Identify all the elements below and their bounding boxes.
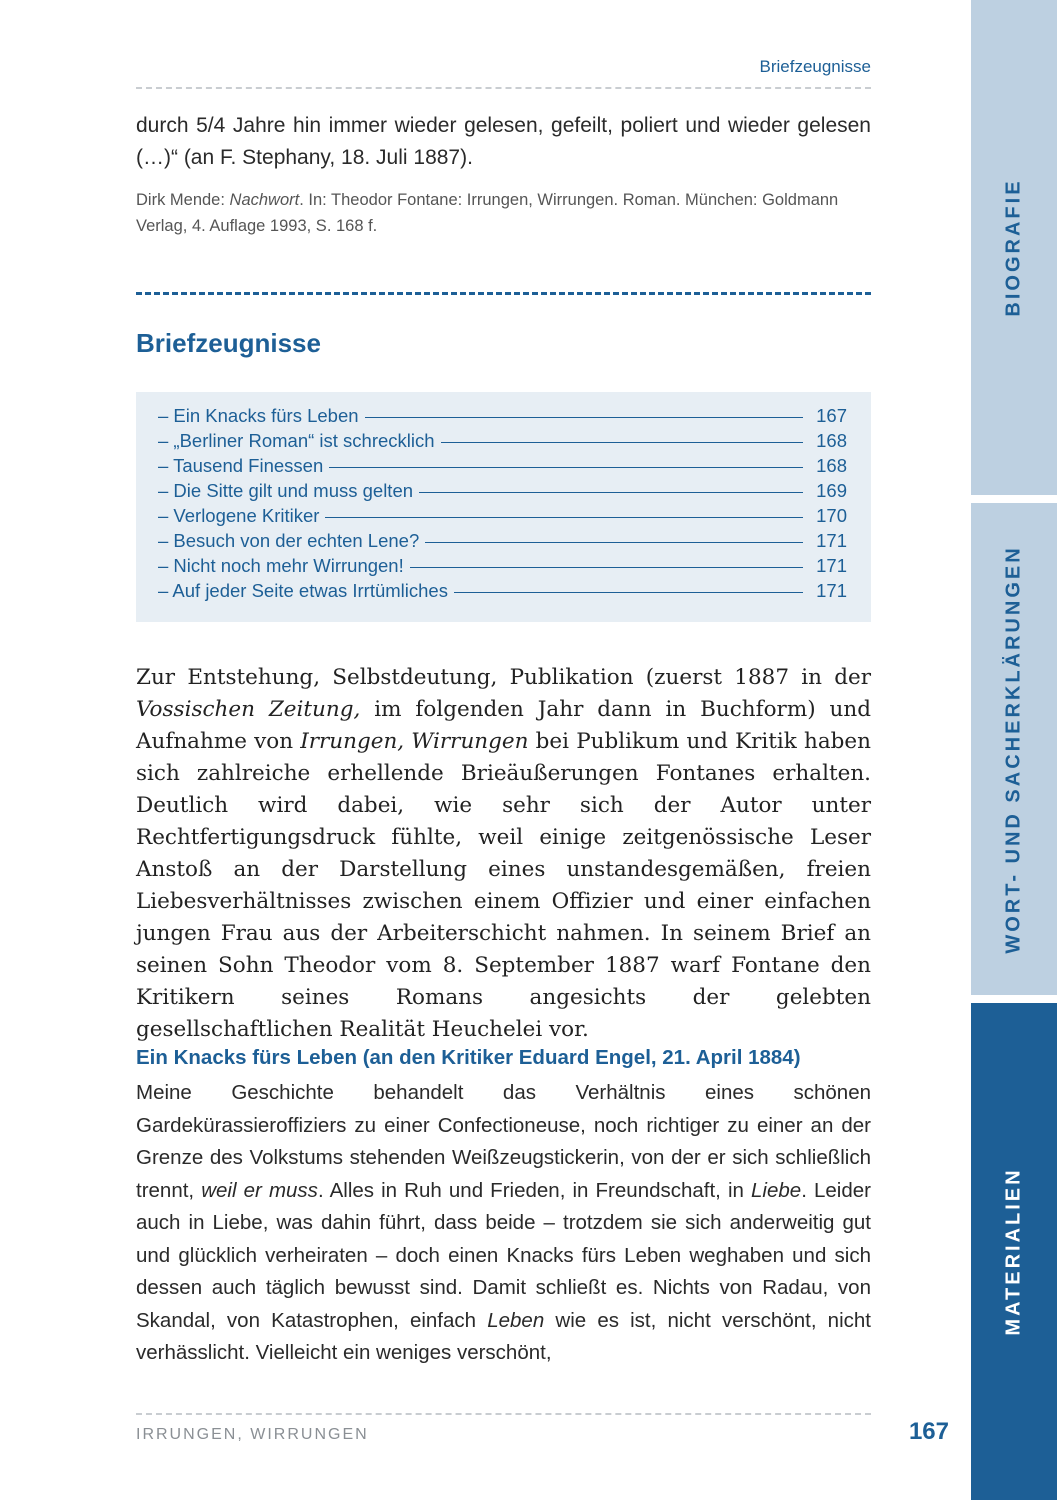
intro-text: Zur Entstehung, Selbstdeutung, Publikation (zuerst 1887 in der (136, 665, 871, 690)
letter-heading: Ein Knacks fürs Leben (an den Kritiker Eduard Engel, 21. April 1884) (136, 1046, 801, 1069)
running-header: Briefzeugnisse (759, 57, 871, 76)
toc-leader (425, 542, 803, 543)
toc-leader (365, 417, 803, 418)
toc-page-number: 171 (816, 555, 847, 576)
tab-biografie[interactable] (971, 0, 1057, 495)
toc-entry[interactable] (158, 430, 847, 455)
toc-entry[interactable] (158, 480, 847, 505)
letter-run: . Leider auch in Liebe, was dahin führt, dass beide – trotzdem sie sich anderweitig gut und glücklich verheiraten – doch einen Knacks fürs Leben weghaben und sich dessen auch täglich bewusst sind. Damit schließt es. Nichts von Radau, von Skandal, von Katastrophen, einfach (136, 1178, 871, 1332)
toc-label: – Tausend Finessen (158, 455, 324, 476)
toc-entry[interactable] (158, 530, 847, 555)
footer-book-title: IRRUNGEN, WIRRUNGEN (136, 1426, 369, 1443)
toc-page-number: 168 (816, 430, 847, 451)
tab-wort-und-sacherklaerungen[interactable] (971, 503, 1057, 995)
table-of-contents (136, 392, 871, 622)
tab-label: BIOGRAFIE (1002, 178, 1025, 317)
letter-run: wie es ist, nicht verschönt, nicht verhässlicht. Vielleicht ein weniges verschönt, (136, 1308, 871, 1364)
toc-label: – Nicht noch mehr Wirrungen! (158, 555, 404, 576)
letter-emphasis: weil er muss (201, 1178, 318, 1202)
toc-page-number: 170 (816, 505, 847, 526)
toc-label: – „Berliner Roman“ ist schrecklich (158, 430, 435, 451)
toc-label: – Auf jeder Seite etwas Irrtümliches (158, 580, 448, 601)
toc-entry[interactable] (158, 455, 847, 480)
toc-leader (454, 592, 803, 593)
quote-text: durch 5/4 Jahre hin immer wieder gelesen, gefeilt, poliert und wieder gelesen (…)“ (an F. Stephany, 18. Juli 1887). (136, 114, 871, 169)
letter-emphasis: Leben (487, 1308, 545, 1332)
toc-label: – Die Sitte gilt und muss gelten (158, 480, 414, 501)
toc-leader (419, 492, 803, 493)
intro-text: bei Publikum und Kritik haben sich zahlreiche erhellende Brieäußerungen Fontanes erhalten. Deutlich wird dabei, wie sehr sich der Autor unter Rechtfertigungsdruck fühlte, weil einige zeitgenössische Leser Anstoß an der Darstellung eines unstandesgemäßen, freien Liebesverhältnisses zwischen einem Offizier und einer einfachen jungen Frau aus der Arbeiterschicht nahmen. In seinem Brief an seinen Sohn Theodor vom 8. September 1887 warf Fontane den Kritikern seines Romans angesichts der gelebten gesellschaftlichen Realität Heuchelei vor. (136, 729, 872, 1042)
intro-emphasis: Vossischen Zeitung, (136, 697, 361, 722)
letter-emphasis: Liebe (751, 1178, 802, 1202)
toc-entry[interactable] (158, 505, 847, 530)
toc-list (136, 392, 871, 605)
source-rest: . In: Theodor Fontane: Irrungen, Wirrungen. Roman. München: Goldmann Verlag, 4. Auflage 1993, S. 168 f. (136, 191, 839, 235)
toc-page-number: 168 (816, 455, 847, 476)
section-divider (136, 292, 871, 295)
toc-label: – Besuch von der echten Lene? (158, 530, 420, 551)
tab-label: MATERIALIEN (1002, 1167, 1025, 1336)
tab-label: WORT- UND SACHERKLÄRUNGEN (1002, 544, 1025, 954)
toc-page-number: 169 (816, 480, 847, 501)
toc-leader (410, 567, 803, 568)
letter-run: . Alles in Ruh und Frieden, in Freundschaft, in (317, 1178, 752, 1202)
source-title: Nachwort (229, 191, 300, 209)
letter-text (136, 1077, 871, 1370)
footer-divider (136, 1413, 871, 1415)
quote-source (136, 187, 871, 239)
toc-label: – Verlogene Kritiker (158, 505, 320, 526)
chapter-sidebar (971, 0, 1057, 1500)
toc-leader (325, 517, 803, 518)
toc-leader (441, 442, 803, 443)
header-divider (136, 87, 871, 89)
toc-entry[interactable] (158, 555, 847, 580)
intro-emphasis: Irrungen, Wirrungen (300, 729, 529, 754)
section-title: Briefzeugnisse (136, 328, 321, 358)
toc-page-number: 171 (816, 530, 847, 551)
letter-run: Meine Geschichte behandelt das Verhältnis eines schönen Gardekürassieroffiziers zu einer Confectioneuse, noch richtiger zu einer an der Grenze des Volkstums stehenden Weißzeugstickerin, von der er sich schließlich trennt, (136, 1081, 871, 1202)
toc-entry[interactable] (158, 405, 847, 430)
source-prefix: Dirk Mende: (136, 191, 230, 209)
toc-page-number: 167 (816, 405, 847, 426)
toc-page-number: 171 (816, 580, 847, 601)
tab-materialien[interactable] (971, 1003, 1057, 1500)
toc-leader (329, 467, 803, 468)
toc-label: – Ein Knacks fürs Leben (158, 405, 359, 426)
toc-entry[interactable] (158, 580, 847, 605)
intro-text: im folgenden Jahr dann in Buchform) und Aufnahme von (136, 697, 871, 754)
page-number: 167 (908, 1418, 949, 1445)
intro-paragraph (136, 662, 871, 1046)
